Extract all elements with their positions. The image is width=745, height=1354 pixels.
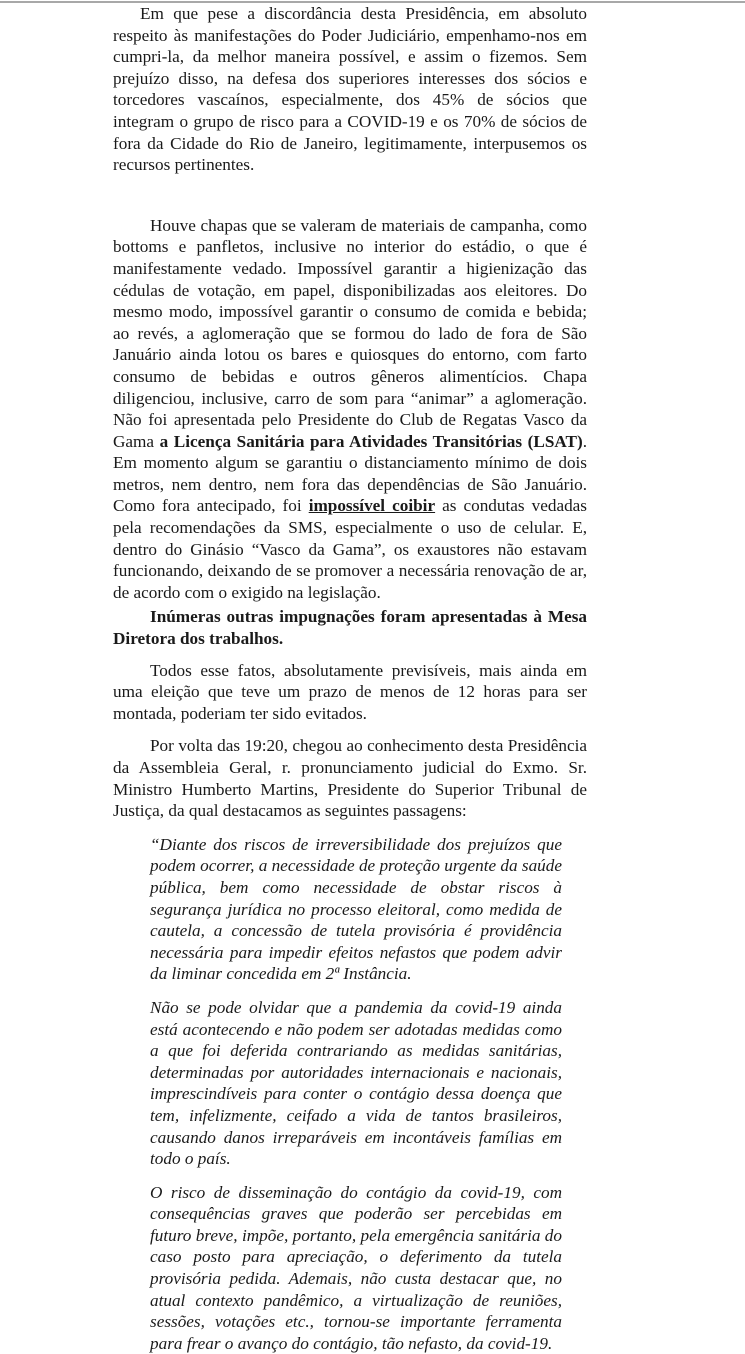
document-page [113, 3, 587, 1354]
paragraph-chapas-text-c: as condutas vedadas pela recomendações da SMS, especialmente o uso de celular. E, dentro do Ginásio “Vasco da Gama”, os exaustores não estavam funcionando, deixando de se promover a necessária renovação de ar, de acordo com o exigido na legislação. [113, 496, 587, 602]
quote-paragraph: “Diante dos riscos de irreversibilidade dos prejuízos que podem ocorrer, a necessidade de proteção urgente da saúde pública, bem como necessidade de obstar riscos à segurança jurídica no processo eleitoral, como medida de cautela, a concessão de tutela provisória é providência necessária para impedir efeitos nefastos que podem advir da liminar concedida em 2ª Instância. [150, 834, 562, 984]
impossivel-coibir-underlined-text: impossível coibir [308, 496, 436, 516]
lsat-bold-text: a Licença Sanitária para Atividades Transitórias (LSAT) [159, 431, 583, 451]
paragraph-impugnacoes: Inúmeras outras impugnações foram apresentadas à Mesa Diretora dos trabalhos. [113, 607, 587, 649]
quote-paragraph: O risco de disseminação do contágio da covid-19, com consequências graves que poderão ser percebidas em futuro breve, impõe, portanto, pela emergência sanitária do caso posto para apreciação, o deferimento da tutela provisória pedida. Ademais, não custa destacar que, no atual contexto pandêmico, a virtualização de reuniões, sessões, votações etc., tornou-se importante ferramenta para frear o avanço do contágio, tão nefasto, da covid-19. [150, 1182, 562, 1353]
paragraph-chapas [113, 215, 587, 604]
paragraph-pronunciamento: Por volta das 19:20, chegou ao conhecimento desta Presidência da Assembleia Geral, r. pronunciamento judicial do Exmo. Sr. Ministro Humberto Martins, Presidente do Superior Tribunal de Justiça, da qual destacamos as seguintes passagens: [113, 736, 587, 821]
paragraph-chapas-text-b: . Em momento algum se garantiu o distanciamento mínimo de dois metros, nem dentro, nem fora das dependências de São Januário. Como fora antecipado, foi [113, 431, 587, 516]
paragraph-fatos: Todos esse fatos, absolutamente previsíveis, mais ainda em uma eleição que teve um prazo de menos de 12 horas para ser montada, poderiam ter sido evitados. [113, 660, 587, 723]
quote-paragraph: Não se pode olvidar que a pandemia da covid-19 ainda está acontecendo e não podem ser adotadas medidas como a que foi deferida contrariando as medidas sanitárias, determinadas por autoridades internacionais e nacionais, imprescindíveis para conter o contágio dessa doença que tem, infelizmente, ceifado a vida de tantos brasileiros, causando danos irreparáveis em incontáveis famílias em todo o país. [150, 997, 562, 1169]
paragraph-chapas-text-a: Houve chapas que se valeram de materiais de campanha, como bottoms e panfletos, inclusive no interior do estádio, o que é manifestamente vedado. Impossível garantir a higienização das cédulas de votação, em papel, disponibilizadas aos eleitores. Do mesmo modo, impossível garantir o consumo de comida e bebida; ao revés, a aglomeração que se formou do lado de fora de São Januário ainda lotou os bares e quiosques do entorno, com farto consumo de bebidas e outros gêneros alimentícios. Chapa diligenciou, inclusive, carro de som para “animar” a aglomeração. Não foi apresentada pelo Presidente do Club de Regatas Vasco da Gama [113, 215, 587, 451]
paragraph-discordancia: Em que pese a discordância desta Presidência, em absoluto respeito às manifestações do Poder Judiciário, empenhamo-nos em cumpri-la, da melhor maneira possível, e assim o fizemos. Sem prejuízo disso, na defesa dos superiores interesses dos sócios e torcedores vascaínos, especialmente, dos 45% de sócios que integram o grupo de risco para a COVID-19 e os 70% de sócios de fora da Cidade do Rio de Janeiro, legitimamente, interpusemos os recursos pertinentes. [113, 4, 587, 175]
